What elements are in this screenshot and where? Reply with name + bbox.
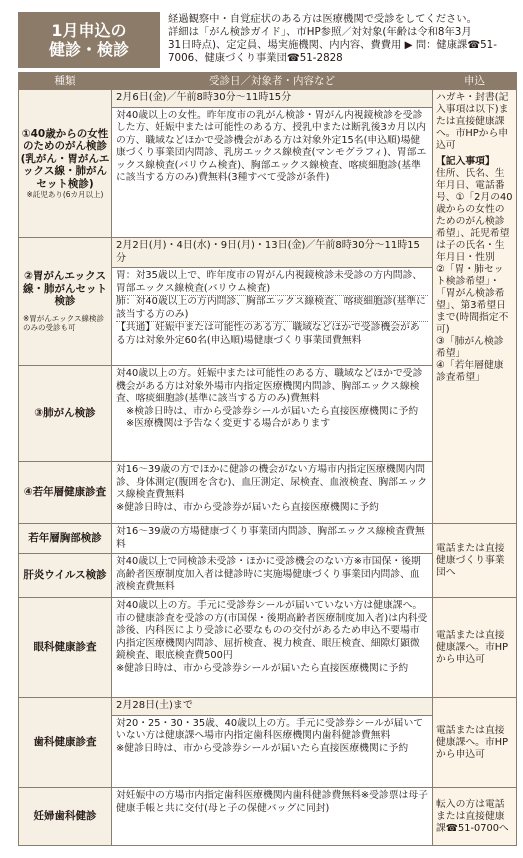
notice-line4: 7006、健康づくり事業団☎51-2828 bbox=[168, 52, 343, 64]
checkup-name: 肝炎ウイルス検診 bbox=[23, 569, 107, 582]
checkup-name: 若年層胸部検診 bbox=[28, 532, 102, 545]
exam-details bbox=[112, 268, 432, 349]
notice-text bbox=[168, 13, 518, 65]
exam-note: ※健診日時は、市から受診券シールが届いたら直接医療機関に予約 bbox=[116, 662, 409, 674]
apply-method: 電話または直接健康課へ。市HPから申込可 bbox=[436, 629, 509, 665]
body-cell bbox=[112, 90, 433, 238]
section-title bbox=[18, 12, 160, 68]
checkup-name: ④若年層健康診査 bbox=[23, 486, 107, 499]
body-cell bbox=[112, 462, 433, 524]
apply-items: 住所、氏名、生年月日、電話番号、①「2月の40歳からの女性のためのがん検診希望」、託児希望は子の氏名・生年月日・性別 bbox=[436, 168, 513, 263]
table-row bbox=[19, 90, 517, 238]
apply-method: 転入の方は電話または直接健康課☎51-0700へ bbox=[436, 798, 509, 834]
apply-method: 電話または直接健康づくり事業団へ bbox=[436, 542, 505, 578]
section-title-line1: 1月申込の bbox=[51, 21, 127, 40]
type-cell bbox=[19, 598, 112, 698]
exam-details: 対妊娠中の方場市内指定歯科医療機関内歯科健診費無料※受診票は母子健康手帳と共に交付(母と子の保健バッグに同封) bbox=[116, 790, 428, 814]
type-cell bbox=[19, 698, 112, 788]
exam-details-text: 対16〜39歳の方でほかに健診の機会がない方場市内指定医療機関内問診、身体測定(腹囲を含む)、血圧測定、尿検査、血液検査、胸部エックス線検査費無料 bbox=[116, 464, 428, 500]
apply-items-4: ④「若年層健康診査希望」 bbox=[436, 360, 504, 383]
type-cell bbox=[19, 554, 112, 598]
checkup-note: ※胃がんエックス線検診のみの受診も可 bbox=[23, 313, 105, 333]
notice-line2: 詳細は「がん検診ガイド」、市HP参照／対対象(年齢は令和8年3月 bbox=[168, 26, 472, 38]
body-cell bbox=[112, 788, 433, 846]
checkup-name: ③肺がん検診 bbox=[34, 407, 96, 420]
exam-details bbox=[112, 598, 432, 677]
apply-items-heading: 【記入事項】 bbox=[436, 156, 495, 167]
body-cell bbox=[112, 598, 433, 698]
exam-details bbox=[112, 462, 432, 516]
checkup-note: ※託児あり(6カ月以上) bbox=[26, 190, 104, 200]
exam-details-text: 対40歳以上の方。手元に受診券シールが届いていない方は健康課へ。市の健康診査を受診の方(市国保・後期高齢者医療制度加入者)は内科受診後、内科医により受診に必要なものの交付があるため申込不要場市内指定医療機関内問診、屈折検査、視力検査、眼圧検査、細隙灯顕微鏡検査、眼底検査費500円 bbox=[116, 600, 428, 661]
exam-details bbox=[112, 366, 432, 433]
apply-cell bbox=[433, 90, 517, 524]
type-cell bbox=[19, 238, 112, 366]
checkup-name: 歯科健康診査 bbox=[33, 736, 97, 749]
table-header-row bbox=[19, 73, 517, 90]
apply-items-3: ③「肺がん検診希望」 bbox=[436, 336, 504, 359]
exam-details: 対40歳以上で同検診未受診・ほかに受診機会のない方※市国保・後期高齢者医療制度加入者は健診時に実施場健康づくり事業団内問診、血液検査費無料 bbox=[116, 556, 421, 592]
exam-details-stomach: 胃：対35歳以上で、昨年度市の胃がん内視鏡検診未受診の方内問診、胃部エックス線検査(バリウム検査) bbox=[116, 270, 423, 294]
checkup-name: 眼科健康診査 bbox=[33, 641, 97, 654]
exam-note: ※健診日時は、市から受診券シールが届いたら直接医療機関に予約 bbox=[116, 742, 409, 754]
type-cell bbox=[19, 788, 112, 846]
exam-details bbox=[112, 716, 432, 758]
table-row bbox=[19, 698, 517, 788]
header bbox=[0, 0, 523, 68]
notice-line3: 31日時点)、定定員、場実施機関、内内容、費費用 ▶ 問：健康課☎51- bbox=[168, 39, 497, 51]
checkup-name: ②胃がんエックス線・肺がんセット検診 bbox=[23, 270, 107, 308]
exam-note-2: ※医療機関は予告なく変更する場合があります bbox=[126, 418, 331, 429]
section-title-line2: 健診・検診 bbox=[48, 40, 129, 59]
exam-note: ※検診日時は、市から受診券シールが届いたら直接医療機関に予約 bbox=[126, 405, 419, 417]
type-cell bbox=[19, 462, 112, 524]
body-cell bbox=[112, 698, 433, 788]
body-cell bbox=[112, 524, 433, 554]
exam-date: 2月28日(土)まで bbox=[112, 698, 432, 716]
exam-note: ※健診日時は、市から受診券が届いたら直接医療機関に予約 bbox=[116, 501, 379, 513]
table-row bbox=[19, 524, 517, 554]
apply-cell bbox=[433, 524, 517, 598]
exam-details-text: 対20・25・30・35歳、40歳以上の方。手元に受診券シールが届いていない方は健康課へ場市内指定歯科医療機関内歯科健診費無料 bbox=[116, 717, 424, 741]
checkup-table bbox=[18, 72, 517, 846]
column-header-body: 受診日／対象者・内容など bbox=[112, 73, 433, 90]
exam-details-lung: 肺：対40歳以上の方内問診、胸部エックス線検査、喀痰細胞診(基準に該当する方のみ) bbox=[116, 295, 428, 321]
notice-line1: 経過観察中・自覚症状のある方は医療機関で受診をしてください。 bbox=[168, 13, 477, 25]
column-header-apply: 申込 bbox=[433, 73, 517, 90]
exam-details-text: 対40歳以上の方。妊娠中または可能性のある方、職域などほかで受診機会がある方は対象外場市内指定医療機関内問診、胸部エックス線検査、喀痰細胞診(基準に該当する方のみ)費無料 bbox=[116, 368, 423, 404]
column-header-type: 種類 bbox=[19, 73, 112, 90]
apply-method: 電話または直接健康課へ。市HPから申込可 bbox=[436, 724, 509, 760]
apply-cell bbox=[433, 788, 517, 846]
table-row bbox=[19, 788, 517, 846]
checkup-name: 妊婦歯科健診 bbox=[33, 810, 97, 823]
type-cell bbox=[19, 524, 112, 554]
apply-method: ハガキ・封書(記入事項は以下)または直接健康課へ。市HPから申込可 bbox=[436, 92, 509, 151]
type-cell bbox=[19, 366, 112, 462]
apply-cell bbox=[433, 598, 517, 698]
apply-cell bbox=[433, 698, 517, 788]
exam-date: 2月2日(月)・4日(水)・9日(月)・13日(金)／午前8時30分〜11時15分 bbox=[112, 238, 432, 268]
exam-details-common: 【共通】妊娠中または可能性のある方、職域などほかで受診機会がある方は対象外定60名(申込順)場健康づくり事業団費無料 bbox=[116, 321, 428, 347]
exam-details: 対16〜39歳の方場健康づくり事業団内問診、胸部エックス線検査費無料 bbox=[116, 526, 425, 550]
body-cell bbox=[112, 554, 433, 598]
body-cell bbox=[112, 238, 433, 366]
type-cell bbox=[19, 90, 112, 238]
exam-details: 対40歳以上の女性。昨年度市の乳がん検診・胃がん内視鏡検診を受診した方、妊娠中または可能性のある方、授乳中または断乳後3カ月以内の方、職域などほかで受診機会がある方は対象外定15名(申込順)場健康づくり事業団内問診、乳房エックス線検査(マンモグラフィ)、胃部エックス線検査(バリウム検査)、胸部エックス線検査、喀痰細胞診(基準に該当する方のみ)費無料(3種すべて受診が条件) bbox=[116, 109, 427, 183]
body-cell bbox=[112, 366, 433, 462]
checkup-name: ①40歳からの女性のためのがん検診(乳がん・胃がんエックス線・肺がんセット検診) bbox=[20, 127, 110, 190]
table-row bbox=[19, 598, 517, 698]
exam-date: 2月6日(金)／午前8時30分〜11時15分 bbox=[112, 90, 432, 108]
apply-items-2: ②「胃・肺セット検診希望」・「胃がん検診希望」、第3希望日まで(時間指定不可) bbox=[436, 264, 509, 335]
